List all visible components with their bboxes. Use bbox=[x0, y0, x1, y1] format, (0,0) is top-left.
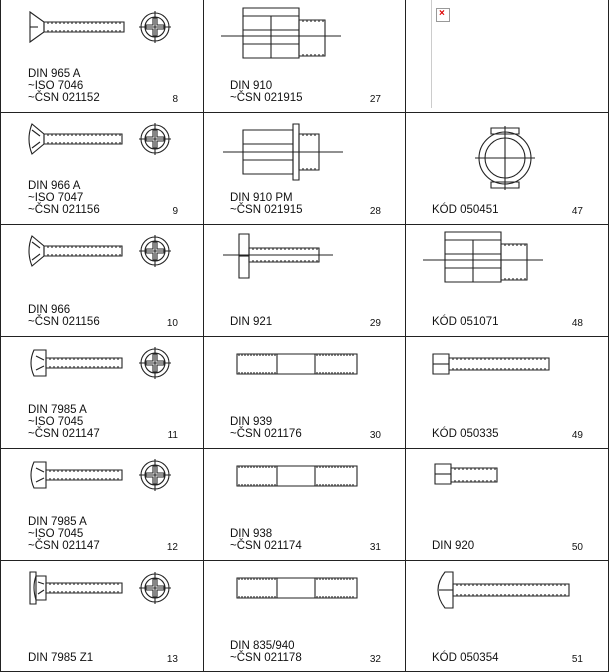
catalog-cell bbox=[203, 224, 405, 335]
part-designation: ~ISO 7045 bbox=[28, 528, 84, 540]
part-designation: ~ČSN 021176 bbox=[230, 428, 302, 440]
part-designation: DIN 938 bbox=[230, 528, 273, 540]
hex-plug-collar-icon bbox=[203, 114, 403, 194]
part-designation: ~ČSN 021915 bbox=[230, 204, 303, 216]
small-cheese-head-screw-icon bbox=[405, 450, 605, 530]
item-number: 47 bbox=[571, 206, 583, 217]
part-designation: DIN 7985 A bbox=[28, 404, 87, 416]
part-designation: KÓD 051071 bbox=[432, 316, 499, 328]
stud-bolt-icon bbox=[203, 450, 403, 530]
catalog-cell bbox=[405, 336, 607, 447]
mushroom-head-screw-icon bbox=[405, 562, 605, 642]
cheese-head-screw-icon bbox=[405, 338, 605, 418]
part-designation: ~ISO 7046 bbox=[28, 80, 84, 92]
item-number: 31 bbox=[369, 542, 381, 553]
item-number: 32 bbox=[369, 654, 381, 665]
item-number: 50 bbox=[571, 542, 583, 553]
item-number: 11 bbox=[167, 430, 178, 441]
catalog-cell bbox=[405, 0, 607, 111]
part-designation: KÓD 050354 bbox=[432, 652, 499, 664]
part-designation: DIN 965 A bbox=[28, 68, 81, 80]
broken-image-icon: × bbox=[436, 8, 450, 22]
item-number: 28 bbox=[369, 206, 381, 217]
part-designation: ~ISO 7045 bbox=[28, 416, 84, 428]
item-number: 12 bbox=[166, 542, 178, 553]
catalog-cell bbox=[0, 112, 202, 223]
item-number: 13 bbox=[166, 654, 178, 665]
part-designation: DIN 920 bbox=[432, 540, 475, 552]
item-number: 8 bbox=[172, 94, 178, 105]
pan-head-washer-screw-icon bbox=[0, 562, 200, 642]
part-designation: DIN 939 bbox=[230, 416, 273, 428]
catalog-cell bbox=[0, 448, 202, 559]
catalog-cell bbox=[405, 448, 607, 559]
large-head-screw-icon bbox=[203, 226, 403, 306]
stud-bolt-icon bbox=[203, 338, 403, 418]
part-designation: ~ČSN 021147 bbox=[28, 428, 100, 440]
part-designation: DIN 910 bbox=[230, 80, 273, 92]
part-designation: ~ČSN 021156 bbox=[28, 316, 100, 328]
part-designation: DIN 966 bbox=[28, 304, 71, 316]
part-designation: DIN 7985 A bbox=[28, 516, 87, 528]
catalog-cell bbox=[0, 224, 202, 335]
part-designation: DIN 7985 Z1 bbox=[28, 652, 94, 664]
item-number: 48 bbox=[571, 318, 583, 329]
catalog-cell bbox=[405, 560, 607, 671]
catalog-cell bbox=[405, 224, 607, 335]
raised-countersunk-screw-icon bbox=[0, 226, 200, 306]
catalog-cell bbox=[405, 112, 607, 223]
part-designation: ~ISO 7047 bbox=[28, 192, 84, 204]
catalog-cell bbox=[203, 560, 405, 671]
catalog-cell bbox=[203, 336, 405, 447]
part-designation: KÓD 050451 bbox=[432, 204, 499, 216]
item-number: 9 bbox=[172, 206, 178, 217]
part-designation: ~ČSN 021178 bbox=[230, 652, 302, 664]
hex-plug-icon bbox=[203, 2, 403, 82]
item-number: 10 bbox=[166, 318, 178, 329]
catalog-cell bbox=[0, 560, 202, 671]
part-designation: ~ČSN 021915 bbox=[230, 92, 303, 104]
catalog-cell bbox=[203, 448, 405, 559]
part-designation: ~ČSN 021174 bbox=[230, 540, 302, 552]
part-designation: ~ČSN 021156 bbox=[28, 204, 100, 216]
item-number: 51 bbox=[571, 654, 583, 665]
part-designation: DIN 910 PM bbox=[230, 192, 293, 204]
item-number: 49 bbox=[571, 430, 583, 441]
part-designation: ~ČSN 021147 bbox=[28, 540, 100, 552]
part-designation: DIN 835/940 bbox=[230, 640, 295, 652]
hex-plug-icon bbox=[405, 226, 605, 306]
catalog-cell bbox=[203, 0, 405, 111]
catalog-cell bbox=[0, 0, 202, 111]
part-designation: DIN 966 A bbox=[28, 180, 81, 192]
part-designation: KÓD 050335 bbox=[432, 428, 499, 440]
catalog-cell bbox=[0, 336, 202, 447]
ring-lugs-icon bbox=[405, 114, 605, 194]
stud-bolt-icon bbox=[203, 562, 403, 642]
item-number: 27 bbox=[369, 94, 381, 105]
part-designation: ~ČSN 021152 bbox=[28, 92, 100, 104]
part-designation: DIN 921 bbox=[230, 316, 273, 328]
catalog-cell bbox=[203, 112, 405, 223]
item-number: 30 bbox=[369, 430, 381, 441]
item-number: 29 bbox=[369, 318, 381, 329]
